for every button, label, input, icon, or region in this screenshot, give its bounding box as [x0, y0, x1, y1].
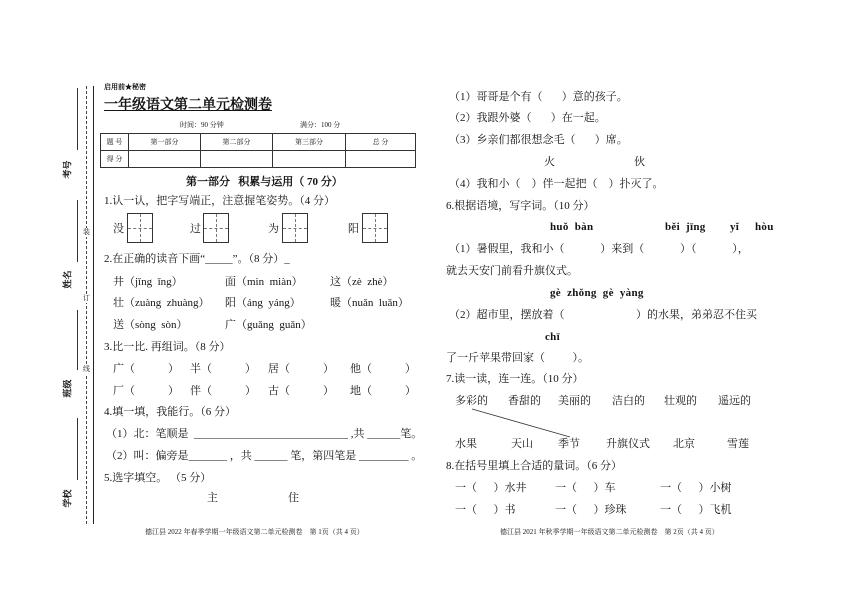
q1-char: 没: [113, 223, 124, 235]
q2-item: 壮（zuàng zhuàng）: [113, 297, 210, 309]
q7-noun: 季节: [558, 438, 580, 450]
binding-char: 装: [83, 228, 90, 236]
q1-char: 阳: [348, 223, 359, 235]
exam-time: 时间：90 分钟: [180, 121, 224, 129]
q4-title: 4.填一填，我能行。（6 分）: [104, 406, 236, 418]
q2-item: 广（guǎng guǎn）: [225, 319, 312, 331]
q7-adjective: 香甜的: [508, 395, 541, 407]
q8-title: 8.在括号里填上合适的量词。（6 分）: [446, 460, 622, 472]
q5-option-char: 住: [288, 492, 299, 504]
q2-item: 暖（nuǎn luǎn）: [330, 297, 409, 309]
score-cell: [273, 151, 346, 168]
pinyin: běi jīng: [665, 221, 706, 233]
q5-option-char: 伙: [634, 156, 645, 168]
full-score: 满分：100 分: [300, 121, 341, 129]
q8-item: 一（ ）小树: [660, 482, 732, 494]
q7-noun: 雪莲: [727, 438, 749, 450]
margin-rule: [77, 418, 78, 480]
q8-item: 一（ ）书: [455, 504, 516, 516]
q5-option-char: 火: [544, 156, 555, 168]
q3-item: 地（ ）: [350, 385, 416, 397]
q5-cont-item: （2）我跟外婆（ ）在一起。: [449, 112, 606, 124]
secret-mark: 启用前★秘密: [104, 83, 146, 91]
writing-grid-box: [362, 213, 388, 243]
q4-line: （1）北：笔顺是 ____________________________ ,共 ______笔。: [106, 428, 423, 440]
q8-item: 一（ ）珍珠: [555, 504, 627, 516]
score-table-row: [101, 151, 416, 168]
q2-item: 送（sòng sòn）: [113, 319, 188, 331]
q1-char: 过: [190, 223, 201, 235]
q8-item: 一（ ）水井: [455, 482, 527, 494]
q3-title: 3.比一比. 再组词。（8 分）: [104, 341, 231, 353]
q8-item: 一（ ）车: [555, 482, 616, 494]
binding-char: 线: [83, 365, 90, 373]
margin-rule: [77, 200, 78, 262]
table-header-cell: 题 号: [101, 134, 129, 151]
table-row-label: 得 分: [101, 151, 129, 168]
q3-item: 半（ ）: [190, 363, 256, 375]
q2-item: 井（jǐng ǐng）: [113, 276, 183, 288]
q5-title: 5.选字填空。 （5 分）: [104, 472, 212, 484]
binding-solid-line: [93, 86, 94, 524]
q6-sentence: 了一斤苹果带回家（ ）。: [446, 352, 589, 364]
q7-adjective: 遥远的: [718, 395, 751, 407]
margin-rule: [77, 88, 78, 150]
binding-char: 订: [83, 294, 90, 302]
school-label: 学校: [62, 489, 73, 508]
q7-adjective: 美丽的: [558, 395, 591, 407]
score-cell: [346, 151, 416, 168]
table-header-cell: 第二部分: [201, 134, 273, 151]
q7-noun: 天山: [511, 438, 533, 450]
pinyin: yǐ: [730, 221, 740, 233]
q3-item: 伴（ ）: [190, 385, 256, 397]
page-title: 一年级语文第二单元检测卷: [104, 98, 272, 113]
q6-sentence: （1）暑假里，我和小（ ）来到（ ）（ ），: [449, 243, 749, 255]
margin-rule: [77, 310, 78, 370]
q5-cont-item: （1）哥哥是个有（ ）意的孩子。: [449, 91, 628, 103]
q2-item: 阳（áng yáng）: [225, 297, 301, 309]
score-cell: [201, 151, 273, 168]
pinyin: hòu: [755, 221, 774, 233]
q6-sentence: （2）超市里，摆放着（ ）的水果，弟弟忍不住买: [449, 309, 757, 321]
q3-item: 居（ ）: [268, 363, 334, 375]
pinyin: gè zhǒng gè yàng: [550, 287, 644, 299]
page2-footer: 德江县 2021 年秋季学期一年级语文第二单元检测卷 第 2页（共 4 页）: [500, 528, 719, 536]
table-header-cell: 第三部分: [273, 134, 346, 151]
q3-item: 厂（ ）: [113, 385, 179, 397]
writing-grid-box: [203, 213, 229, 243]
q6-title: 6.根据语境，写字词。（10 分）: [446, 200, 595, 212]
binding-dashed-line: [86, 86, 87, 524]
exam-number-label: 考号: [62, 160, 73, 179]
pinyin: chī: [545, 331, 560, 343]
q8-item: 一（ ）飞机: [660, 504, 732, 516]
page1-footer: 德江县 2022 年春季学期一年级语文第二单元检测卷 第 1页（共 4 页）: [145, 528, 364, 536]
score-table: [100, 133, 416, 168]
part1-heading: 第一部分 积累与运用（ 70 分）: [186, 176, 343, 188]
q5-option-char: 主: [207, 492, 218, 504]
writing-grid-box: [282, 213, 308, 243]
q3-item: 他（ ）: [350, 363, 416, 375]
q3-item: 广（ ）: [113, 363, 179, 375]
q2-item: 面（min miàn）: [225, 276, 303, 288]
q6-sentence: 就去天安门前看升旗仪式。: [446, 265, 578, 277]
q1-title: 1.认一认，把字写端正，注意握笔姿势。（4 分）: [104, 195, 335, 207]
q7-noun: 北京: [673, 438, 695, 450]
q5-cont-item: （4）我和小（ ）伴一起把（ ）扑灭了。: [449, 178, 664, 190]
q2-item: 这（zè zhè）: [330, 276, 394, 288]
name-label: 姓名: [62, 270, 73, 289]
score-table-header: [101, 134, 416, 151]
q7-noun: 水果: [455, 438, 477, 450]
q7-title: 7.读一读，连一连。（10 分）: [446, 373, 584, 385]
q5-cont-item: （3）乡亲们都很想念毛（ ）席。: [449, 134, 628, 146]
q7-adjective: 多彩的: [455, 395, 488, 407]
q1-char: 为: [268, 223, 279, 235]
q7-noun: 升旗仪式: [606, 438, 650, 450]
score-cell: [129, 151, 201, 168]
writing-grid-box: [127, 213, 153, 243]
q4-line: （2）叫：偏旁是_______ ，共 ______ 笔，第四笔是 _________ 。: [106, 450, 423, 462]
table-header-cell: 第一部分: [129, 134, 201, 151]
class-label: 班级: [62, 379, 73, 398]
pinyin: huǒ bàn: [550, 221, 594, 233]
q7-adjective: 洁白的: [612, 395, 645, 407]
q7-adjective: 壮观的: [664, 395, 697, 407]
q3-item: 古（ ）: [268, 385, 334, 397]
table-header-cell: 总 分: [346, 134, 416, 151]
q2-title: 2.在正确的读音下画“_____”。（8 分）_: [104, 253, 290, 265]
